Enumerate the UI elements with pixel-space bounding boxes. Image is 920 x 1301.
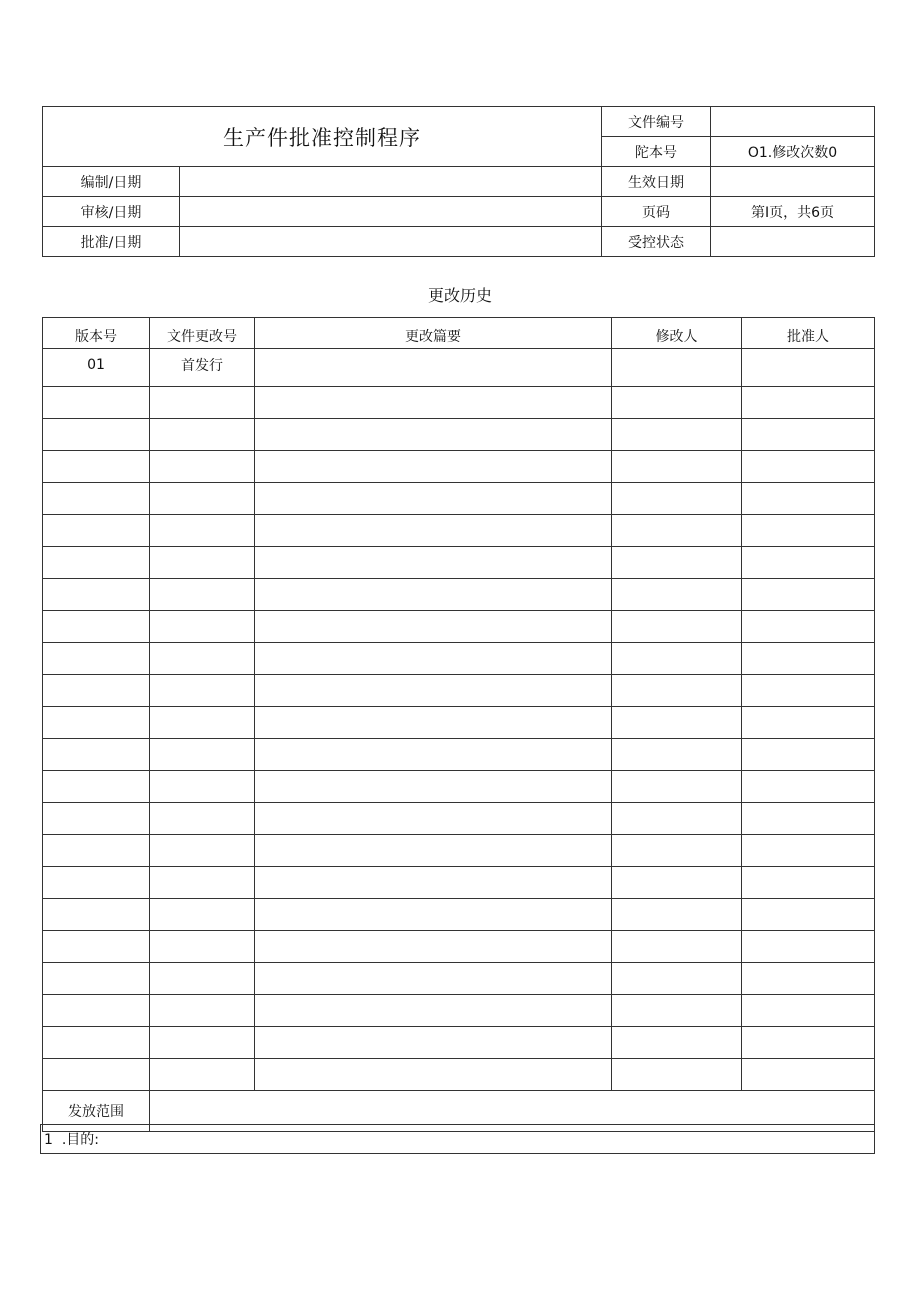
cell-version[interactable]	[43, 579, 150, 611]
cell-approver[interactable]	[742, 995, 875, 1027]
cell-version[interactable]: 01	[43, 349, 150, 387]
cell-version[interactable]	[43, 515, 150, 547]
cell-modifier[interactable]	[612, 1059, 742, 1091]
cell-summary[interactable]	[255, 835, 612, 867]
cell-modifier[interactable]	[612, 547, 742, 579]
cell-change-no[interactable]	[150, 579, 255, 611]
cell-change-no[interactable]	[150, 675, 255, 707]
cell-change-no[interactable]	[150, 643, 255, 675]
cell-change-no[interactable]: 首发行	[150, 349, 255, 387]
cell-approver[interactable]	[742, 963, 875, 995]
cell-change-no[interactable]	[150, 739, 255, 771]
change-history-title: 更改历史	[427, 286, 492, 305]
cell-approver[interactable]	[742, 349, 875, 387]
cell-modifier[interactable]	[612, 963, 742, 995]
cell-summary[interactable]	[255, 803, 612, 835]
table-row	[43, 387, 875, 419]
cell-change-no[interactable]	[150, 387, 255, 419]
cell-change-no[interactable]	[150, 963, 255, 995]
table-row	[43, 899, 875, 931]
cell-approver[interactable]	[742, 1059, 875, 1091]
cell-modifier[interactable]	[612, 387, 742, 419]
version-value[interactable]: O1.修改次数0	[711, 137, 875, 167]
cell-summary[interactable]	[255, 675, 612, 707]
table-row	[43, 611, 875, 643]
change-history-table	[42, 317, 875, 1132]
cell-modifier[interactable]	[612, 579, 742, 611]
cell-summary[interactable]	[255, 451, 612, 483]
cell-modifier[interactable]	[612, 483, 742, 515]
cell-version[interactable]	[43, 451, 150, 483]
cell-approver[interactable]	[742, 707, 875, 739]
cell-version[interactable]	[43, 739, 150, 771]
page-label: 页码	[602, 197, 711, 227]
cell-version[interactable]	[43, 899, 150, 931]
cell-change-no[interactable]	[150, 771, 255, 803]
cell-summary[interactable]	[255, 387, 612, 419]
document-header-table	[42, 106, 875, 257]
table-row	[43, 515, 875, 547]
reviewed-label: 审核/日期	[43, 197, 180, 227]
cell-modifier[interactable]	[612, 995, 742, 1027]
col-header-summary: 更改篇要	[255, 318, 612, 349]
table-row	[43, 931, 875, 963]
cell-approver[interactable]	[742, 643, 875, 675]
table-row	[43, 419, 875, 451]
cell-summary[interactable]	[255, 771, 612, 803]
control-status-label: 受控状态	[602, 227, 711, 257]
col-header-modifier: 修改人	[612, 318, 742, 349]
effective-date-label: 生效日期	[602, 167, 711, 197]
cell-change-no[interactable]	[150, 803, 255, 835]
cell-modifier[interactable]	[612, 643, 742, 675]
cell-summary[interactable]	[255, 739, 612, 771]
distribution-label: 发放范围	[43, 1091, 150, 1132]
section-number: 1	[44, 1132, 53, 1148]
cell-version[interactable]	[43, 771, 150, 803]
cell-version[interactable]	[43, 995, 150, 1027]
cell-version[interactable]	[43, 387, 150, 419]
cell-approver[interactable]	[742, 1027, 875, 1059]
cell-change-no[interactable]	[150, 931, 255, 963]
cell-modifier[interactable]	[612, 803, 742, 835]
cell-version[interactable]	[43, 867, 150, 899]
cell-modifier[interactable]	[612, 899, 742, 931]
cell-version[interactable]	[43, 931, 150, 963]
cell-summary[interactable]	[255, 515, 612, 547]
cell-modifier[interactable]	[612, 707, 742, 739]
doc-no-label: 文件编号	[602, 107, 711, 137]
table-row	[43, 483, 875, 515]
table-row	[43, 771, 875, 803]
cell-change-no[interactable]	[150, 835, 255, 867]
table-row	[43, 995, 875, 1027]
cell-change-no[interactable]	[150, 419, 255, 451]
cell-approver[interactable]	[742, 515, 875, 547]
cell-summary[interactable]	[255, 643, 612, 675]
cell-modifier[interactable]	[612, 349, 742, 387]
cell-version[interactable]	[43, 675, 150, 707]
cell-version[interactable]	[43, 707, 150, 739]
cell-summary[interactable]	[255, 579, 612, 611]
cell-change-no[interactable]	[150, 483, 255, 515]
document-title: 生产件批准控制程序	[43, 107, 602, 167]
cell-approver[interactable]	[742, 483, 875, 515]
cell-version[interactable]	[43, 1059, 150, 1091]
cell-version[interactable]	[43, 1027, 150, 1059]
col-header-version: 版本号	[43, 318, 150, 349]
cell-version[interactable]	[43, 419, 150, 451]
cell-summary[interactable]	[255, 349, 612, 387]
table-row	[43, 1059, 875, 1091]
cell-version[interactable]	[43, 835, 150, 867]
cell-version[interactable]	[43, 643, 150, 675]
table-row	[43, 835, 875, 867]
table-row	[43, 349, 875, 387]
cell-approver[interactable]	[742, 611, 875, 643]
cell-change-no[interactable]	[150, 899, 255, 931]
control-status-value[interactable]	[711, 227, 875, 257]
doc-no-value[interactable]	[711, 107, 875, 137]
page-value: 第I页，共6页	[711, 197, 875, 227]
cell-approver[interactable]	[742, 547, 875, 579]
history-header-row	[43, 318, 875, 349]
cell-summary[interactable]	[255, 899, 612, 931]
table-row	[43, 451, 875, 483]
cell-change-no[interactable]	[150, 1027, 255, 1059]
cell-approver[interactable]	[742, 771, 875, 803]
cell-change-no[interactable]	[150, 1059, 255, 1091]
prepared-label: 编制/日期	[43, 167, 180, 197]
cell-version[interactable]	[43, 483, 150, 515]
cell-modifier[interactable]	[612, 419, 742, 451]
cell-change-no[interactable]	[150, 515, 255, 547]
cell-modifier[interactable]	[612, 739, 742, 771]
approved-label: 批准/日期	[43, 227, 180, 257]
table-row	[43, 739, 875, 771]
table-row	[43, 963, 875, 995]
version-label: 陀本号	[602, 137, 711, 167]
table-row	[43, 547, 875, 579]
cell-modifier[interactable]	[612, 835, 742, 867]
cell-modifier[interactable]	[612, 867, 742, 899]
table-row	[43, 1027, 875, 1059]
cell-change-no[interactable]	[150, 995, 255, 1027]
cell-version[interactable]	[43, 963, 150, 995]
cell-approver[interactable]	[742, 867, 875, 899]
cell-approver[interactable]	[742, 803, 875, 835]
cell-summary[interactable]	[255, 931, 612, 963]
cell-approver[interactable]	[742, 387, 875, 419]
cell-version[interactable]	[43, 611, 150, 643]
col-header-change-no: 文件更改号	[150, 318, 255, 349]
section-title: .目的:	[61, 1132, 99, 1148]
table-row	[43, 579, 875, 611]
table-row	[43, 675, 875, 707]
cell-change-no[interactable]	[150, 611, 255, 643]
cell-approver[interactable]	[742, 835, 875, 867]
cell-summary[interactable]	[255, 1059, 612, 1091]
cell-approver[interactable]	[742, 579, 875, 611]
effective-date-value[interactable]	[711, 167, 875, 197]
prepared-value[interactable]	[180, 167, 602, 197]
section-purpose	[40, 1124, 875, 1154]
cell-summary[interactable]	[255, 995, 612, 1027]
cell-summary[interactable]	[255, 419, 612, 451]
cell-modifier[interactable]	[612, 451, 742, 483]
cell-summary[interactable]	[255, 483, 612, 515]
cell-modifier[interactable]	[612, 611, 742, 643]
table-row	[43, 643, 875, 675]
cell-version[interactable]	[43, 547, 150, 579]
table-row	[43, 803, 875, 835]
cell-change-no[interactable]	[150, 451, 255, 483]
cell-summary[interactable]	[255, 963, 612, 995]
reviewed-value[interactable]	[180, 197, 602, 227]
cell-change-no[interactable]	[150, 867, 255, 899]
cell-version[interactable]	[43, 803, 150, 835]
cell-change-no[interactable]	[150, 707, 255, 739]
cell-summary[interactable]	[255, 611, 612, 643]
approved-value[interactable]	[180, 227, 602, 257]
cell-approver[interactable]	[742, 739, 875, 771]
cell-approver[interactable]	[742, 931, 875, 963]
cell-modifier[interactable]	[612, 931, 742, 963]
cell-summary[interactable]	[255, 707, 612, 739]
cell-approver[interactable]	[742, 451, 875, 483]
cell-change-no[interactable]	[150, 547, 255, 579]
table-row	[43, 867, 875, 899]
table-row	[43, 707, 875, 739]
cell-modifier[interactable]	[612, 771, 742, 803]
cell-summary[interactable]	[255, 1027, 612, 1059]
cell-approver[interactable]	[742, 675, 875, 707]
cell-approver[interactable]	[742, 419, 875, 451]
cell-summary[interactable]	[255, 547, 612, 579]
cell-approver[interactable]	[742, 899, 875, 931]
cell-summary[interactable]	[255, 867, 612, 899]
cell-modifier[interactable]	[612, 675, 742, 707]
cell-modifier[interactable]	[612, 515, 742, 547]
cell-modifier[interactable]	[612, 1027, 742, 1059]
col-header-approver: 批准人	[742, 318, 875, 349]
